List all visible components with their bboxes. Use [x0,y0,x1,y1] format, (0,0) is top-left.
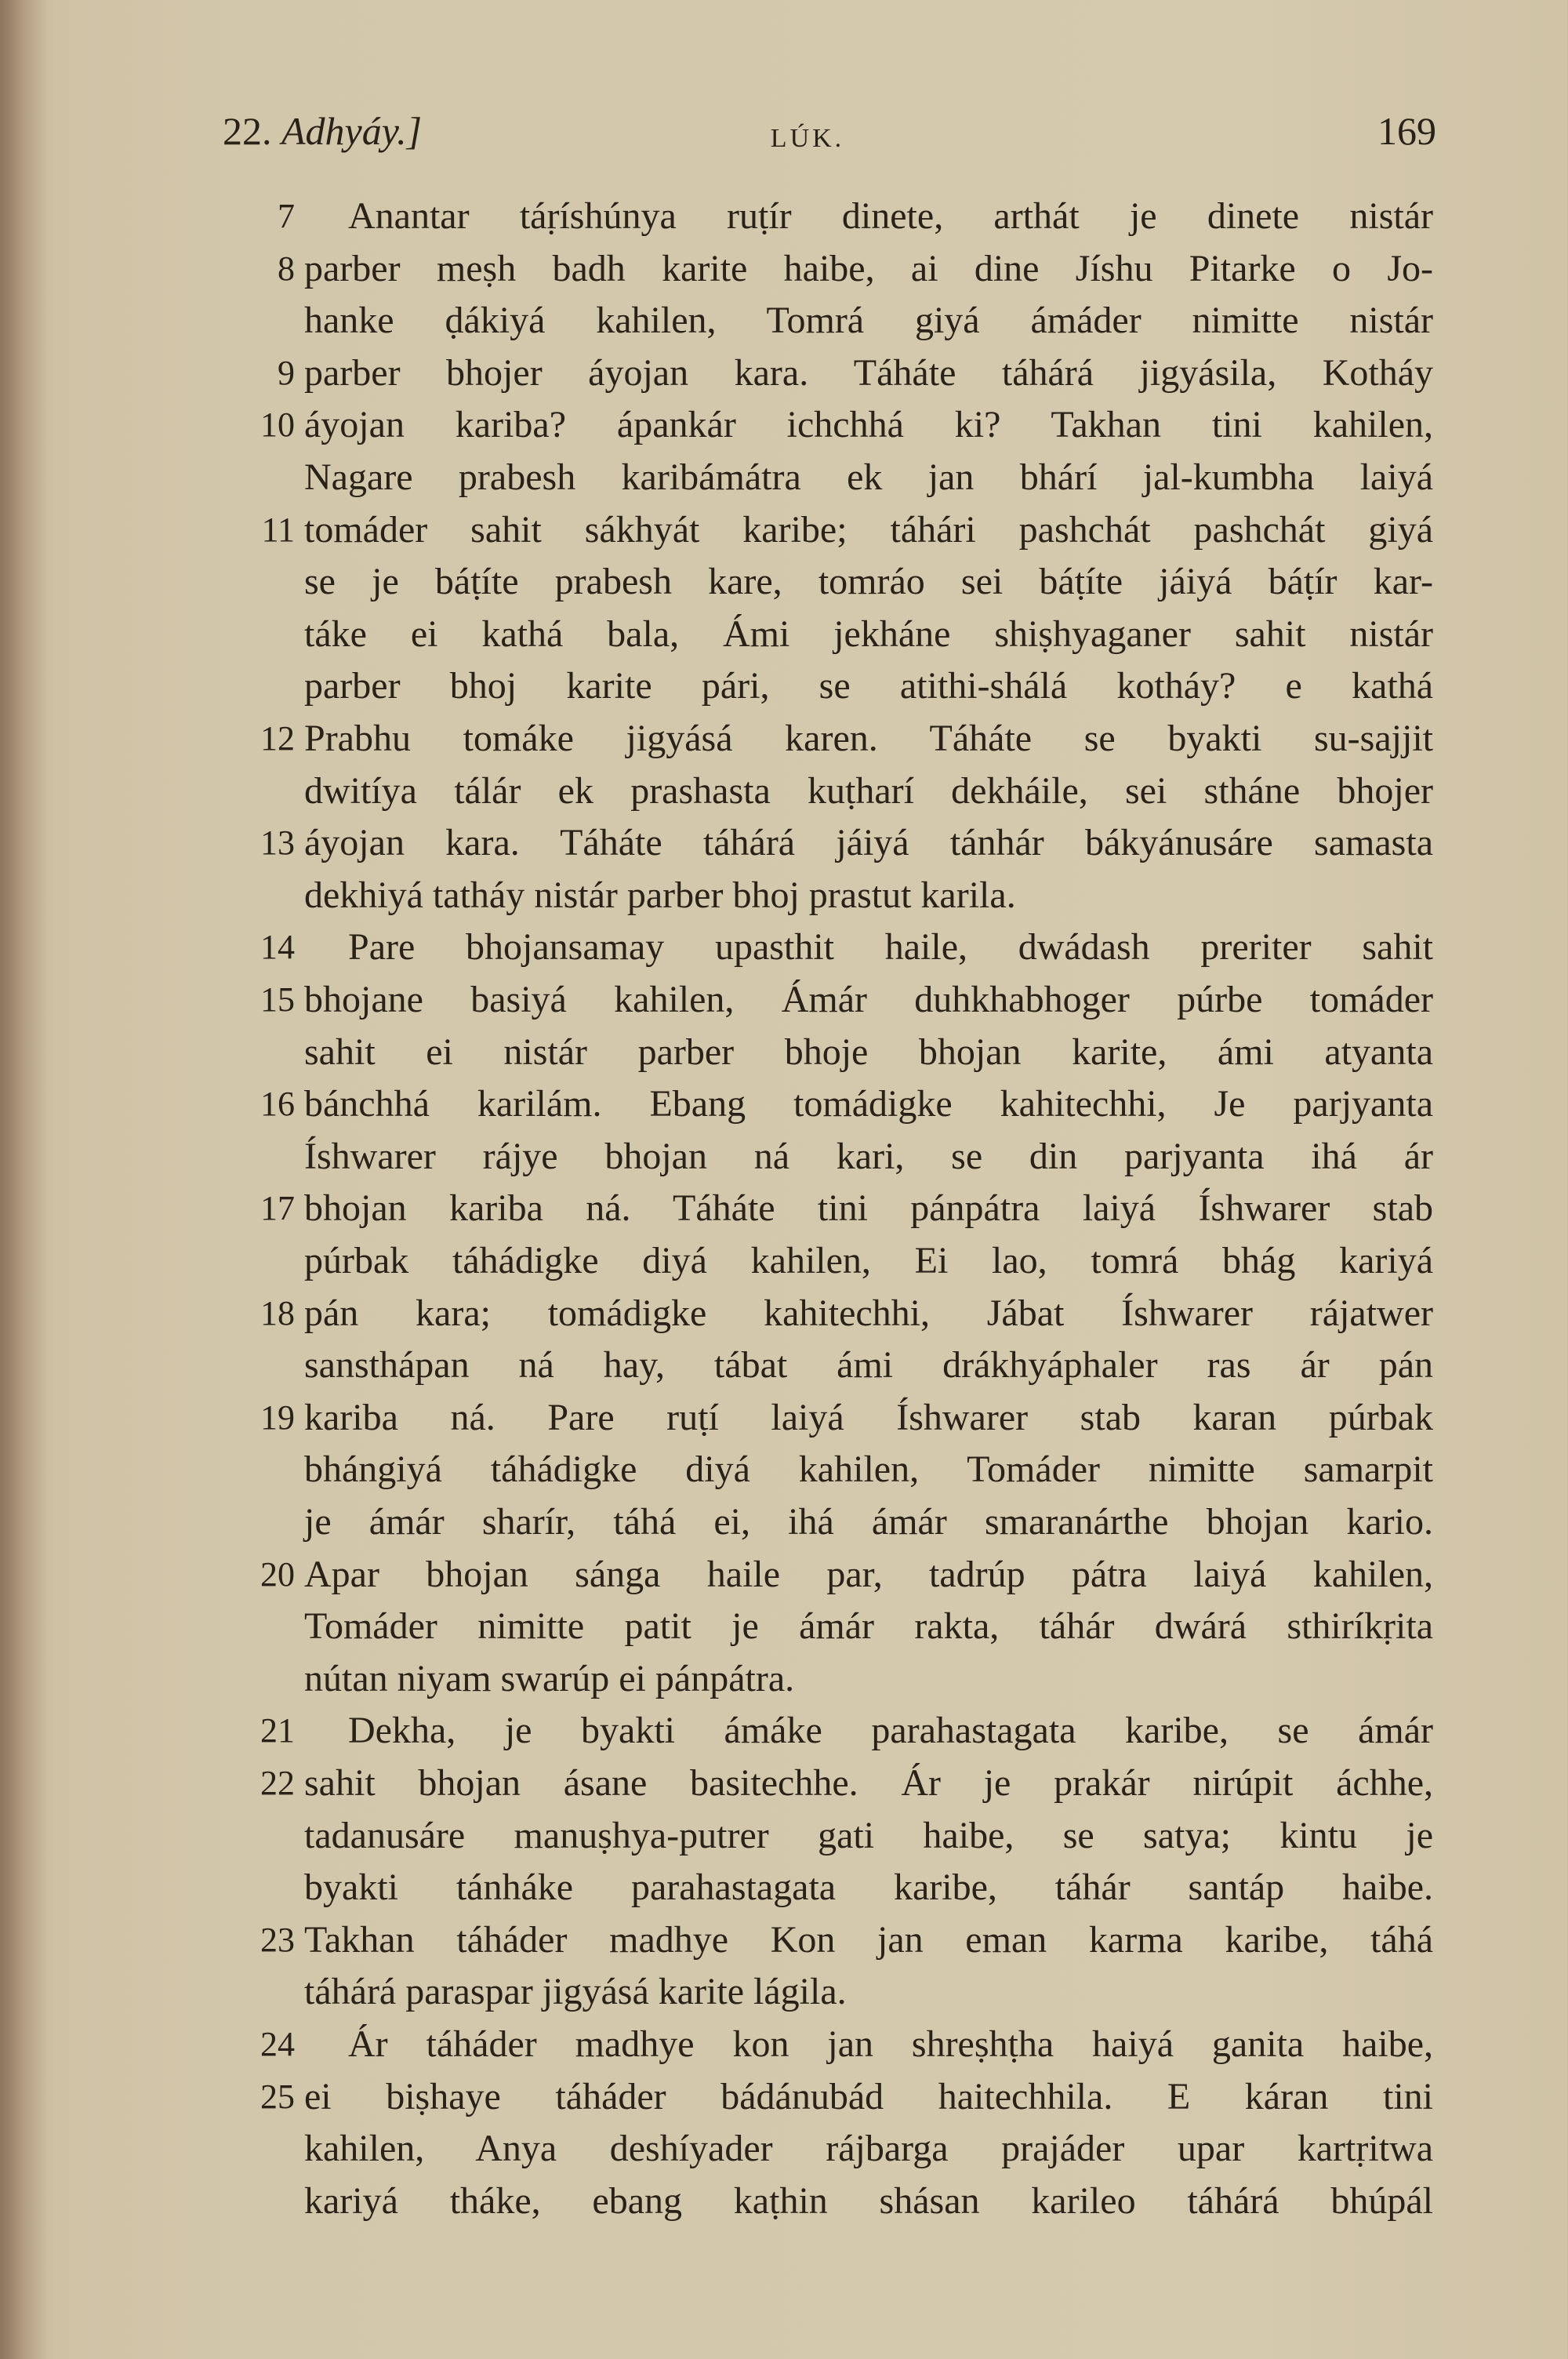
text-line [248,191,1433,242]
text-line [248,1810,1433,1862]
line-text: sahit ei nistár parber bhoje bhojan karite, ámi atyanta [304,1030,1433,1073]
line-text: tomáder sahit sákhyát karibe; táhári pashchát pashchát giyá [304,508,1433,551]
line-text: púrbak táhádigke diyá kahilen, Ei lao, tomrá bhág kariyá [304,1240,1433,1281]
line-text: bhojan kariba ná. Táháte tini pánpátra laiyá Íshwarer stab [304,1187,1433,1230]
verse-number: 21 [260,1711,295,1750]
text-line [248,765,1433,817]
text-line [248,817,1433,869]
line-text: táhárá paraspar jigyásá karite lágila. [304,1971,847,2013]
text-line [248,1549,1433,1601]
verse-number: 17 [260,1189,295,1228]
line-text: Nagare prabesh karibámátra ek jan bhárí jal-kumbha laiyá [304,456,1433,498]
verse-number: 16 [260,1085,295,1124]
text-line [248,2123,1433,2175]
line-text: byakti tánháke parahastagata karibe, táhár santáp haibe. [304,1866,1433,1909]
text-line [248,713,1433,765]
line-text: dwitíya tálár ek prashasta kuṭharí dekháile, sei stháne bhojer [304,769,1433,812]
verse-number: 12 [260,719,295,758]
line-text: Takhan táháder madhye Kon jan eman karma karibe, táhá [304,1918,1433,1961]
verse-number: 15 [260,980,295,1019]
line-text: Íshwarer rájye bhojan ná kari, se din parjyanta ihá ár [304,1135,1433,1177]
line-text: bhángiyá táhádigke diyá kahilen, Tomáder nimitte samarpit [304,1448,1433,1491]
line-text: je ámár sharír, táhá ei, ihá ámár smaranárthe bhojan kario. [304,1501,1433,1543]
line-text: bánchhá karilám. Ebang tomádigke kahitechhi, Je parjyanta [304,1083,1433,1125]
verse-number: 23 [260,1920,295,1959]
line-text: áyojan kara. Táháte táhárá jáiyá tánhár bákyánusáre samasta [304,822,1433,864]
chapter-word: Adhyáy.] [281,109,423,153]
verse-number: 10 [260,405,295,445]
line-text: Pare bhojansamay upasthit haile, dwádash preriter sahit [348,926,1433,969]
verse-number: 9 [278,353,295,392]
line-text: parber bhoj karite pári, se atithi-shálá kotháy? e kathá [304,665,1433,707]
text-line [248,1496,1433,1548]
text-line [248,1183,1433,1234]
running-head-book: LÚK. [770,124,845,153]
text-line [248,921,1433,973]
line-text: parber bhojer áyojan kara. Táháte táhárá jigyásila, Kotháy [304,351,1433,394]
book-binding-shadow [0,0,47,2359]
text-line [248,1757,1433,1809]
line-text: parber meṣh badh karite haibe, ai dine Jíshu Pitarke o Jo- [304,247,1433,289]
text-line [248,1131,1433,1183]
line-text: Dekha, je byakti ámáke parahastagata karibe, se ámár [348,1710,1433,1752]
text-line [248,974,1433,1026]
line-text: nútan niyam swarúp ei pánpátra. [304,1657,795,1699]
line-text: sahit bhojan ásane basitechhe. Ár je prakár nirúpit áchhe, [304,1762,1433,1804]
line-text: Prabhu tomáke jigyásá karen. Táháte se byakti su-sajjit [304,718,1433,759]
verse-number: 7 [278,197,295,235]
verse-number: 24 [260,2025,295,2063]
verse-number: 11 [261,510,295,549]
text-line [248,1235,1433,1287]
text-line [248,2071,1433,2123]
verse-number: 19 [260,1398,295,1437]
verse-number: 8 [278,249,295,288]
text-line [248,609,1433,660]
text-line [248,347,1433,399]
text-line [248,1966,1433,2018]
text-line [248,1392,1433,1444]
line-text: se je báṭíte prabesh kare, tomráo sei báṭíte jáiyá báṭír kar- [304,561,1433,603]
verse-number: 14 [260,928,295,967]
line-text: táke ei kathá bala, Ámi jekháne shiṣhyaganer sahit nistár [304,612,1433,655]
text-line [248,1027,1433,1078]
text-line [248,504,1433,556]
line-text: pán kara; tomádigke kahitechhi, Jábat Íshwarer rájatwer [304,1292,1433,1334]
verse-number: 22 [260,1764,295,1802]
line-text: sansthápan ná hay, tábat ámi drákhyáphaler ras ár pán [304,1344,1433,1387]
text-line [248,1339,1433,1391]
text-line [248,1653,1433,1705]
text-line [248,556,1433,608]
text-line [248,2019,1433,2070]
text-line [248,2175,1433,2227]
verse-number: 25 [260,2077,295,2116]
line-text: tadanusáre manuṣhya-putrer gati haibe, se satya; kintu je [304,1814,1433,1856]
line-text: ei biṣhaye táháder bádánubád haitechhila. E káran tini [304,2075,1433,2117]
verse-number: 13 [260,823,295,863]
line-text: Tomáder nimitte patit je ámár rakta, táhár dwárá sthiríkṛita [304,1605,1433,1648]
text-line [248,1705,1433,1757]
line-text: dekhiyá tatháy nistár parber bhoj prastut karila. [304,874,1016,916]
line-text: kariba ná. Pare ruṭí laiyá Íshwarer stab karan púrbak [304,1396,1433,1438]
text-line [248,1288,1433,1339]
chapter-number: 22. [223,109,272,153]
text-line [248,1601,1433,1652]
line-text: Apar bhojan sánga haile par, tadrúp pátra laiyá kahilen, [304,1553,1433,1595]
text-line [248,452,1433,503]
line-text: bhojane basiyá kahilen, Ámár duhkhabhoger púrbe tomáder [304,979,1433,1020]
text-line [248,1862,1433,1914]
line-text: Ár táháder madhye kon jan shreṣhṭha haiyá ganita haibe, [348,2023,1433,2065]
line-text: Anantar táṛíshúnya ruṭír dinete, arthát je dinete nistár [348,195,1433,237]
line-text: áyojan kariba? ápankár ichchhá ki? Takhan tini kahilen, [304,404,1433,446]
text-line [248,243,1433,295]
text-line [248,295,1433,347]
text-line [248,1444,1433,1496]
line-text: hanke ḍákiyá kahilen, Tomrá giyá ámáder nimitte nistár [304,300,1433,342]
text-line [248,1914,1433,1966]
line-text: kahilen, Anya deshíyader rájbarga prajáder upar kartṛitwa [304,2128,1433,2170]
line-text: kariyá tháke, ebang kaṭhin shásan karileo táhárá bhúpál [304,2179,1433,2222]
text-line [248,660,1433,712]
text-line [248,1078,1433,1130]
page-number: 169 [1377,109,1436,153]
verse-number: 18 [260,1293,295,1332]
text-line [248,399,1433,451]
text-line [248,870,1433,921]
verse-number: 20 [260,1554,295,1594]
